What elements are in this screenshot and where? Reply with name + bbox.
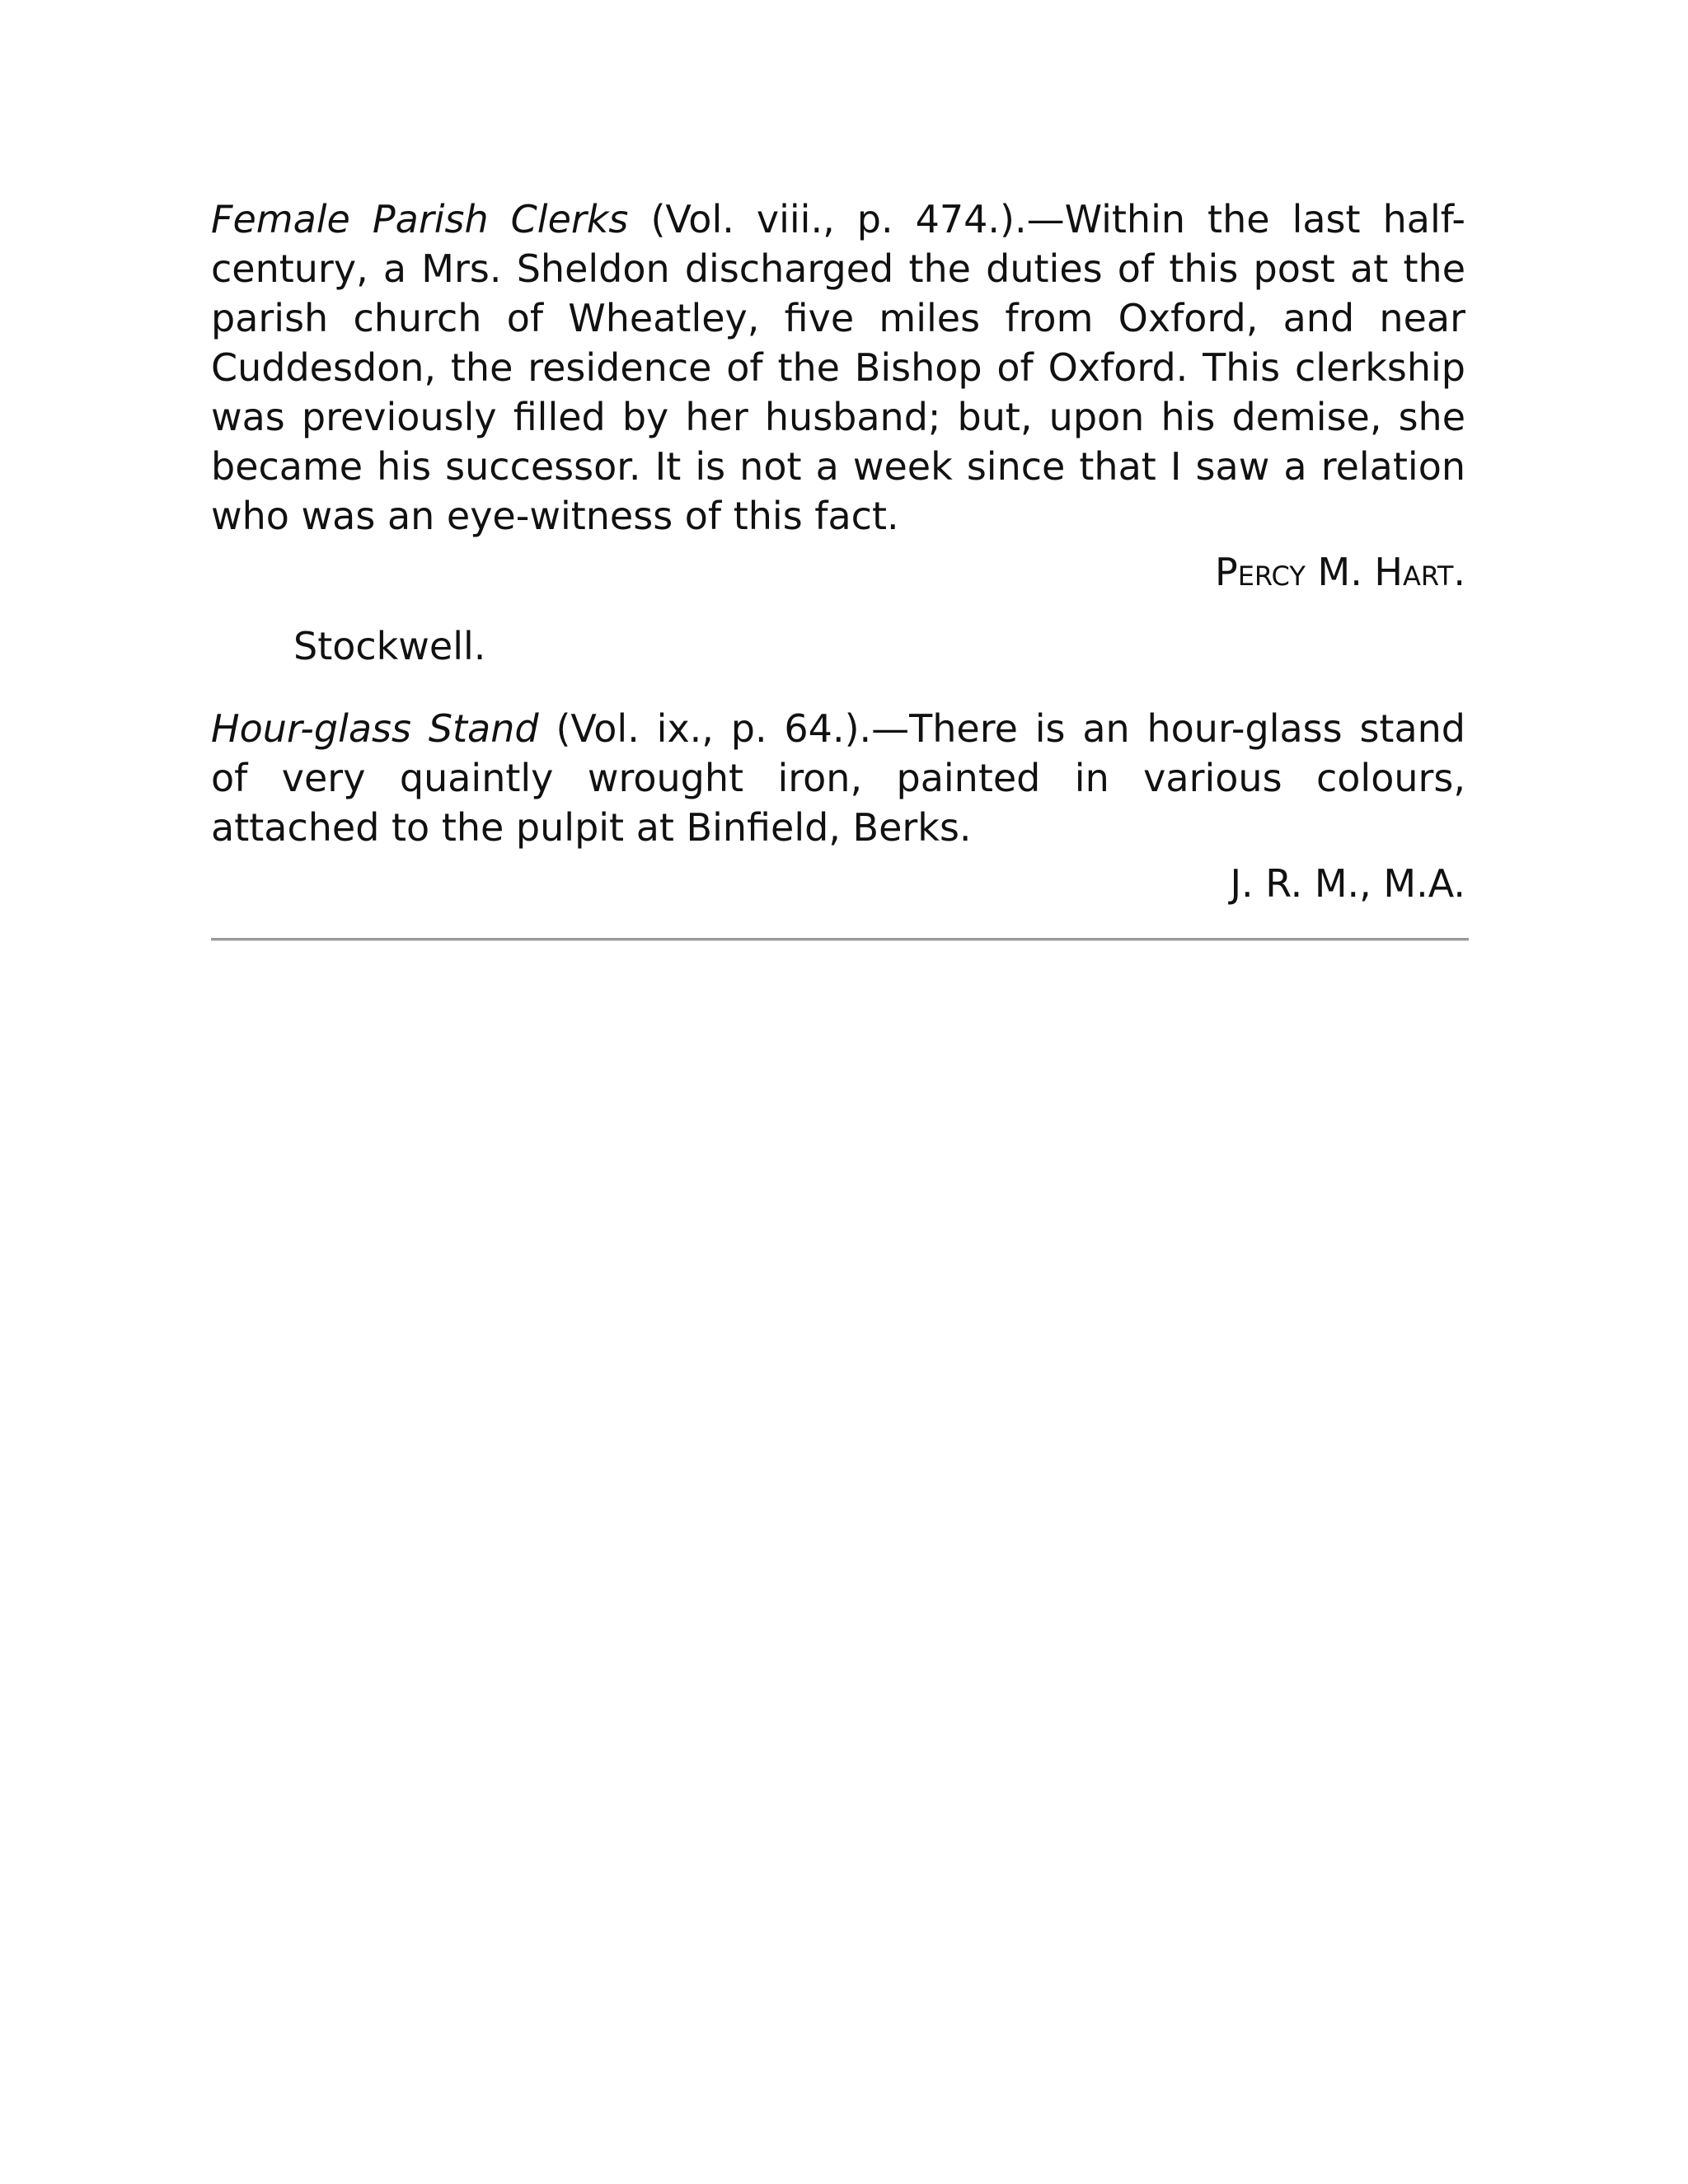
note-heading: Female Parish Clerks xyxy=(211,197,629,241)
document-body xyxy=(211,194,1465,908)
note-signature: Percy M. Hart. xyxy=(1214,550,1465,594)
note-female-parish-clerks xyxy=(211,194,1465,541)
horizontal-divider xyxy=(211,938,1469,941)
note-text: —There is an hour-glass stand of very quaintly wrought iron, painted in various colours, attached to the pulpit at Binfield, Berks. xyxy=(211,706,1465,850)
note-reference: (Vol. ix., p. 64.). xyxy=(538,706,872,751)
note-heading: Hour-glass Stand xyxy=(211,706,539,751)
note-place: Stockwell. xyxy=(293,624,486,668)
note-hour-glass-stand xyxy=(211,704,1465,852)
note-reference: (Vol. viii., p. 474.). xyxy=(628,197,1027,241)
note-text: —Within the last half-century, a Mrs. Sheldon discharged the duties of this post at the parish church of Wheatley, five miles from Oxford, and near Cuddesdon, the residence of the Bishop of Oxford. This clerkship was previously filled by her husband; but, upon his demise, she became his successor. It is not a week since that I saw a relation who was an eye-witness of this fact. xyxy=(211,197,1466,538)
note-signature: J. R. M., M.A. xyxy=(1230,861,1465,906)
